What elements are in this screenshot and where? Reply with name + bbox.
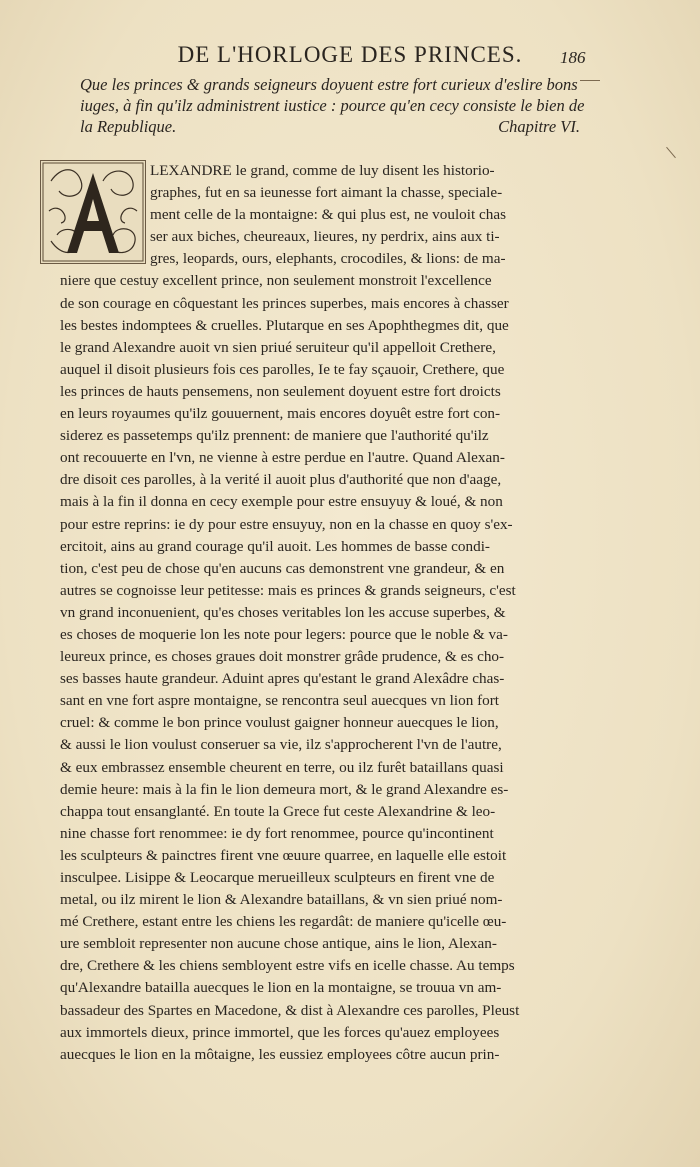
text-line: ercitoit, ains au grand courage qu'il auoit. Les hommes de basse condi- — [60, 537, 490, 555]
text-line: chappa tout ensanglanté. En toute la Grece fut ceste Alexandrine & leo- — [60, 802, 496, 820]
text-line: le grand Alexandre auoit vn sien priué seruiteur qu'il appelloit Crethere, — [60, 338, 496, 356]
text-line: insculpee. Lisippe & Leocarque merueilleux sculpteurs en firent vne de — [60, 869, 495, 886]
chapter-label: Chapitre VI. — [498, 117, 580, 136]
text-line: dre, Crethere & les chiens sembloyent estre vifs en icelle chasse. Au temps — [60, 957, 515, 975]
chapter-title-line: la Republique. — [80, 117, 177, 136]
folio-number: 186 — [560, 48, 586, 67]
text-line: mé Crethere, estant entre les chiens les regardât: de maniere qu'icelle œu- — [60, 913, 507, 931]
text-line: autres se cognoisse leur petitesse: mais es princes & grands seigneurs, c'est — [60, 581, 516, 599]
text-line: qu'Alexandre bataillа auecques le lion en la montaigne, se trouua vn am- — [60, 979, 502, 997]
text-line: de son courage en côquestant les princes superbes, mais encores à chasser — [60, 294, 509, 312]
body-text — [60, 160, 580, 1066]
chapter-title — [80, 74, 585, 137]
text-line: les sculpteurs & painctres firent vne œuure quarree, en laquelle elle estoit — [60, 846, 507, 864]
text-line: niere que cestuy excellent prince, non seulement monstroit l'excellence — [60, 272, 492, 290]
text-line: sant en vne fort aspre montaigne, se rencontra seul auecques vn lion fort — [60, 692, 500, 710]
text-line: metal, ou ilz mirent le lion & Alexandre bataillans, & vn sien priué nom- — [60, 891, 503, 909]
text-line: auecques le lion en la môtaigne, les eussiez employees côtre aucun prin- — [60, 1045, 500, 1063]
text-line: ser aux biches, cheureaux, lieures, ny perdrix, ains aux ti- — [150, 228, 500, 246]
running-header: DE L'HORLOGE DES PRINCES. — [177, 42, 523, 67]
chapter-title-line: iuges, à fin qu'ilz administrent iustice : pource qu'en cecy consiste le bien de — [80, 96, 585, 115]
text-line: tion, c'est peu de chose qu'en aucuns cas demonstrent vne grandeur, & en — [60, 559, 505, 577]
text-line: gres, leopards, ours, elephants, crocodiles, & lions: de ma- — [150, 250, 506, 268]
text-line: graphes, fut en sa ieunesse fort aimant la chasse, speciale- — [150, 184, 503, 202]
text-line: dre disoit ces parolles, à la verité il auoit plus d'authorité que non d'aage, — [60, 471, 502, 489]
text-line: mais à la fin il donna en cecy exemple pour estre ensuyuy & loué, & non — [60, 493, 503, 511]
text-line: ses basses haute grandeur. Aduint apres qu'estant le grand Alexâdre chas- — [60, 670, 505, 688]
text-line: nine chasse fort renommee: ie dy fort renommee, pource qu'incontinent — [60, 824, 494, 842]
text-line: ment celle de la montaigne: & qui plus est, ne vouloit chas — [150, 206, 506, 224]
margin-mark-header — [580, 80, 600, 81]
text-line: leureux prince, es choses graues doit monstrer grâde prudence, & es cho- — [60, 648, 505, 666]
text-line: les princes de hauts pensemens, non seulement doyuent estre fort droicts — [60, 382, 501, 400]
text-line: ont recouuerte en l'vn, ne vienne à estre perdue en l'autre. Quand Alexan- — [60, 449, 505, 467]
text-line: LEXANDRE le grand, comme de luy disent les historio- — [150, 162, 495, 179]
text-line: siderez es passetemps qu'ilz prennent: de maniere que l'authorité qu'ilz — [60, 427, 489, 445]
text-line: & aussi le lion voulust conseruer sa vie, ilz s'approcherent l'vn de l'autre, — [60, 736, 502, 754]
text-line: pour estre reprins: ie dy pour estre ensuyuy, non en la chasse en quoy s'ex- — [60, 515, 513, 533]
text-line: bassadeur des Spartes en Macedone, & dist à Alexandre ces parolles, Pleust — [60, 1001, 520, 1019]
text-line: en leurs royaumes qu'ilz gouuernent, mais encores doyuêt estre fort con- — [60, 405, 501, 423]
text-line: vn grand inconuenient, qu'es choses veritables lon les accuse superbes, & — [60, 603, 506, 621]
text-line: & eux embrassez ensemble cheurent en terre, ou ilz furêt bataillans quasi — [60, 758, 504, 776]
text-line: es choses de moquerie lon les note pour legers: pource que le noble & va- — [60, 625, 508, 643]
text-line: demie heure: mais à la fin le lion demeura mort, & le grand Alexandre es- — [60, 780, 509, 798]
margin-mark — [666, 147, 676, 158]
text-line: aux immortels dieux, prince immortel, que les forces qu'auez employees — [60, 1023, 500, 1041]
chapter-title-line: Que les princes & grands seigneurs doyuent estre fort curieux d'eslire bons — [80, 75, 578, 94]
text-line: cruel: & comme le bon prince voulust gaigner honneur auecques le lion, — [60, 714, 499, 732]
text-line: les bestes indomptees & cruelles. Plutarque en ses Apophthegmes dit, que — [60, 316, 509, 334]
text-line: ure sembloit representer non aucune chose antique, ains le lion, Alexan- — [60, 935, 497, 953]
text-line: auquel il disoit plusieurs fois ces parolles, Ie te fay sçauoir, Crethere, que — [60, 360, 505, 378]
